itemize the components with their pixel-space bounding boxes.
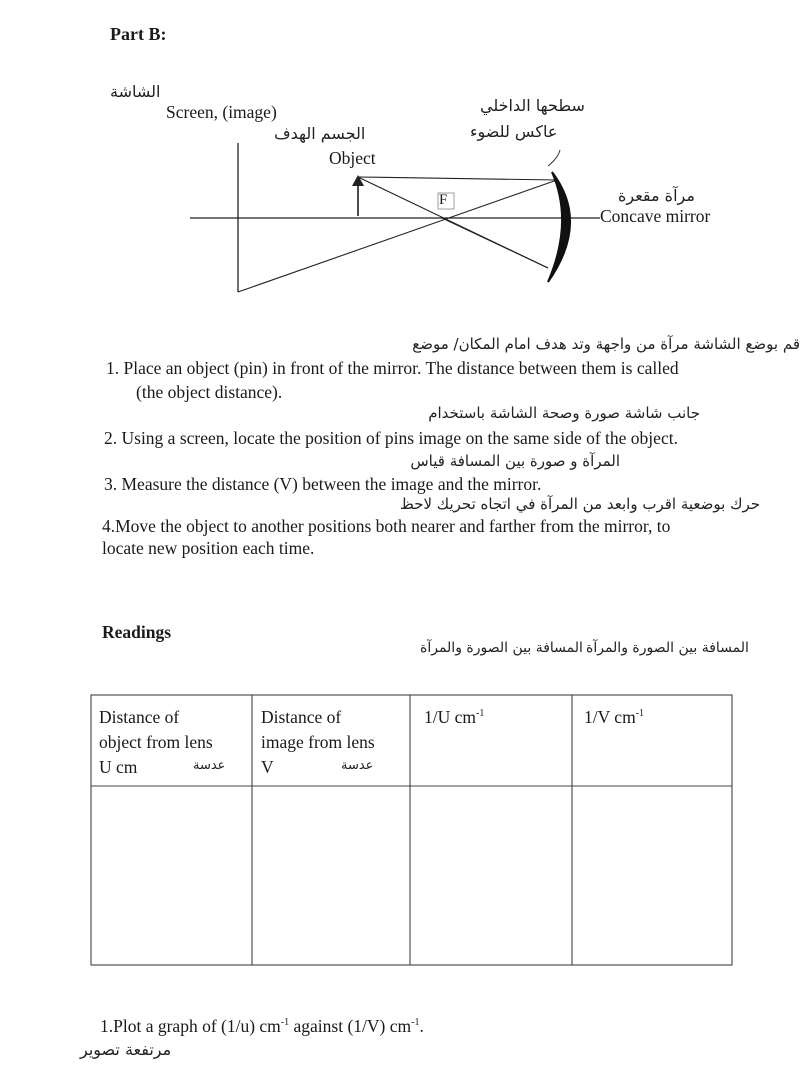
plot-arabic-note: مرتفعة تصوير: [80, 1040, 172, 1059]
header-inverse-v: 1/V $cm^{-1}$: [584, 707, 645, 727]
step-3-arabic: المرآة و صورة بين المسافة قياس: [410, 452, 620, 470]
inverse-v-arabic-note: المسافة بين الصورة والمرآة: [586, 640, 749, 656]
plot-instruction: 1.Plot a graph of (1/u) $cm^{-1}$ against (1/V) $cm^{-1}$.: [100, 1016, 424, 1036]
rays-arabic-note-2: عاكس للضوء: [470, 122, 558, 141]
ray-parallel: [358, 177, 557, 180]
part-title: Part B:: [110, 24, 167, 44]
step-1-line-1: 1. Place an object (pin) in front of the mirror. The distance between them is called: [106, 358, 679, 378]
rays-arabic-note-1: سطحها الداخلي: [480, 96, 585, 115]
focus-label: F: [439, 192, 448, 208]
pen-mark: [548, 150, 560, 166]
screen-arabic-note: الشاشة: [110, 82, 161, 101]
screen-label: Screen, (image): [166, 102, 277, 122]
ray-reflected: [238, 180, 557, 292]
header-inverse-u: 1/U $cm^{-1}$: [424, 707, 485, 727]
step-1-arabic: قم بوضع الشاشة مرآة من واجهة وتد هدف امام المكان/ موضع: [412, 335, 800, 353]
mirror-label: Concave mirror: [600, 206, 711, 226]
step-3-line-1: 3. Measure the distance (V) between the image and the mirror.: [104, 474, 542, 494]
object-label: Object: [329, 148, 376, 168]
header-image-arabic: عدسة: [341, 758, 374, 773]
step-4-line-2: locate new position each time.: [102, 538, 315, 558]
step-2-line-1: 2. Using a screen, locate the position of pins image on the same side of the object.: [104, 428, 678, 448]
object-arabic-note: الجسم الهدف: [274, 124, 366, 143]
concave-mirror: [548, 172, 570, 282]
mirror-arabic-note: مرآة مقعرة: [618, 186, 695, 205]
header-object-arabic: عدسة: [193, 758, 226, 773]
step-4-arabic: حرك بوضعية اقرب وابعد من المرآة في اتجاه تحريك لاحظ: [399, 495, 760, 513]
step-1-line-2: (the object distance).: [136, 382, 283, 402]
header-image-distance: Distance of image from lens V عدسة: [261, 707, 375, 777]
header-object-distance: Distance of object from lens U cm عدسة: [99, 707, 226, 777]
step-4-line-1: 4.Move the object to another positions both nearer and farther from the mirror, to: [102, 516, 671, 536]
inverse-u-arabic-note: المسافة بين الصورة والمرآة: [420, 640, 583, 656]
ray-reflected-2: [442, 218, 548, 268]
step-2-arabic: جانب شاشة صورة وصحة الشاشة باستخدام: [428, 404, 700, 422]
readings-title: Readings: [102, 622, 172, 642]
optics-diagram: [0, 0, 810, 320]
